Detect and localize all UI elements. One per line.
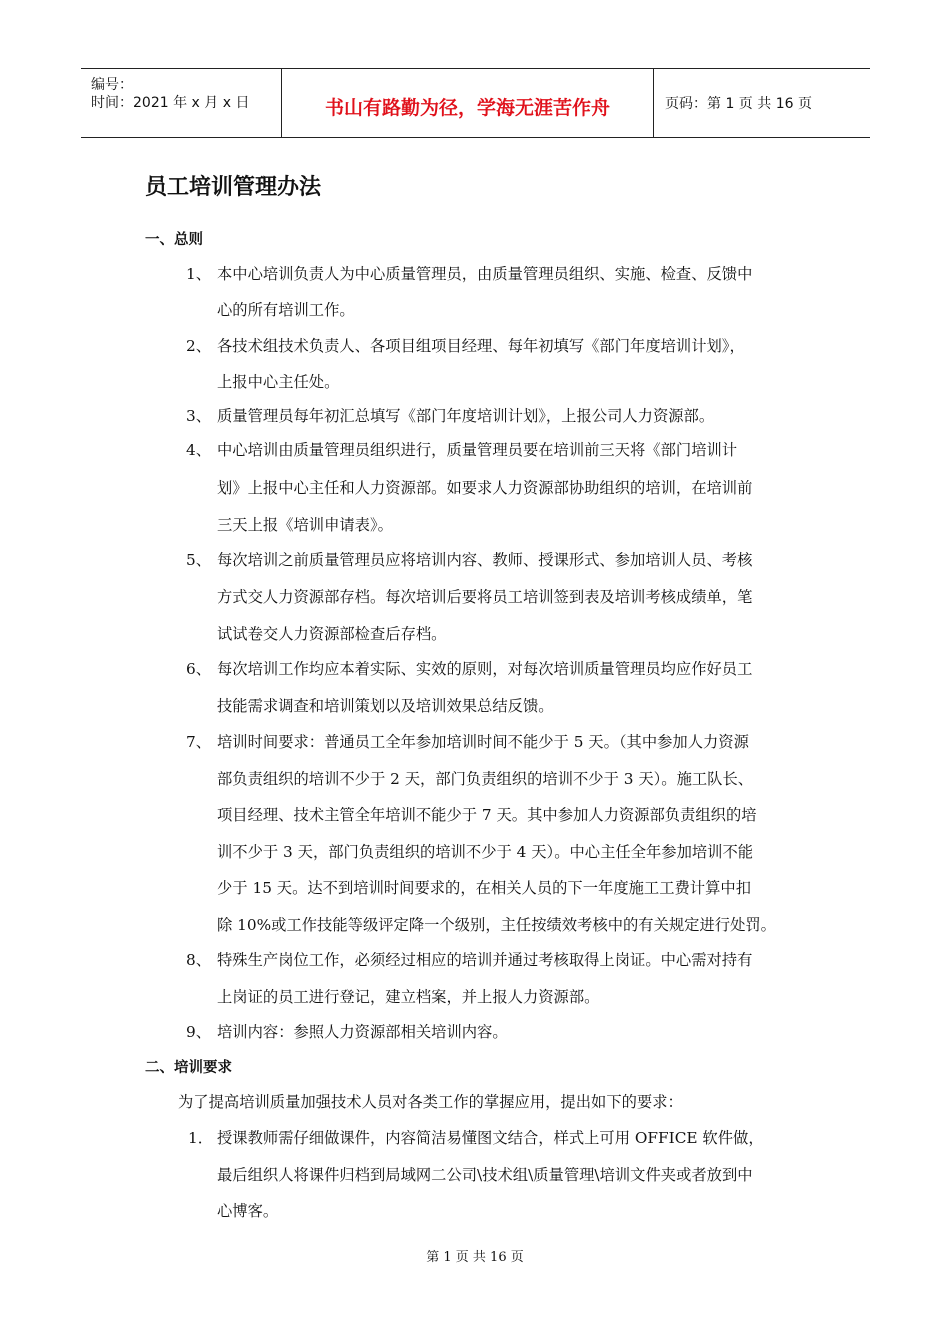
item-line: 技能需求调查和培训策划以及培训效果总结反馈。 [217,697,554,715]
item-number: 7、 [186,733,212,751]
item-line: 试试卷交人力资源部检查后存档。 [217,625,447,643]
motto-cell [282,69,654,137]
item-line: 中心培训由质量管理员组织进行，质量管理员要在培训前三天将《部门培训计 [217,441,738,459]
item-line: 上岗证的员工进行登记，建立档案，并上报人力资源部。 [217,988,600,1006]
item-number: 5、 [186,551,212,569]
item-line: 每次培训之前质量管理员应将培训内容、教师、授课形式、参加培训人员、考核 [217,551,753,569]
item-line: 上报中心主任处。 [217,373,340,391]
item-line: 部负责组织的培训不少于 2 天，部门负责组织的培训不少于 3 天）。施工队长、 [217,770,754,788]
section-heading-requirements: 二、培训要求 [145,1060,232,1076]
item-line: 培训时间要求：普通员工全年参加培训时间不能少于 5 天。（其中参加人力资源 [217,733,749,751]
page-footer: 第 1 页 共 16 页 [426,1250,524,1265]
item-line: 训不少于 3 天，部门负责组织的培训不少于 4 天）。中心主任全年参加培训不能 [217,843,754,861]
item-number: 3、 [186,407,212,425]
item-line: 每次培训工作均应本着实际、实效的原则，对每次培训质量管理员均应作好员工 [217,660,753,678]
item-line: 本中心培训负责人为中心质量管理员，由质量管理员组织、实施、检查、反馈中 [217,265,753,283]
item-line: 心的所有培训工作。 [217,301,355,319]
header-meta-cell [81,69,282,137]
item-line: 授课教师需仔细做课件，内容简洁易懂图文结合，样式上可用 OFFICE 软件做， [217,1129,764,1147]
item-number: 8、 [186,951,212,969]
document-header [81,68,870,138]
section-heading-general: 一、总则 [145,232,203,248]
item-line: 少于 15 天。达不到培训时间要求的，在相关人员的下一年度施工工费计算中扣 [217,879,751,897]
item-number: 9、 [186,1023,212,1041]
item-line: 各技术组技术负责人、各项目组项目经理、每年初填写《部门年度培训计划》， [217,337,745,355]
item-line: 除 10%或工作技能等级评定降一个级别，主任按绩效考核中的有关规定进行处罚。 [217,916,776,934]
document-title: 员工培训管理办法 [145,175,322,200]
item-line: 最后组织人将课件归档到局域网二公司\技术组\质量管理\培训文件夹或者放到中 [217,1166,753,1184]
item-line: 方式交人力资源部存档。每次培训后要将员工培训签到表及培训考核成绩单，笔 [217,588,753,606]
item-number: 1、 [186,265,212,283]
item-line: 质量管理员每年初汇总填写《部门年度培训计划》，上报公司人力资源部。 [217,407,715,425]
item-number: 2、 [186,337,212,355]
item-number: 1． [188,1129,214,1147]
motto-text: 书山有路勤为径，学海无涯苦作舟 [324,97,610,119]
item-line: 心博客。 [217,1202,279,1220]
serial-number-label: 编号： [91,77,133,93]
page-info: 页码：第 1 页 共 16 页 [665,96,812,112]
date-label: 时间：2021 年 x 月 x 日 [91,95,250,111]
item-line: 项目经理、技术主管全年培训不能少于 7 天。其中参加人力资源部负责组织的培 [217,806,757,824]
item-line: 三天上报《培训申请表》。 [217,516,393,534]
section-intro: 为了提高培训质量加强技术人员对各类工作的掌握应用，提出如下的要求： [178,1093,683,1111]
item-line: 培训内容：参照人力资源部相关培训内容。 [217,1023,508,1041]
item-number: 4、 [186,441,212,459]
item-number: 6、 [186,660,212,678]
item-line: 划》上报中心主任和人力资源部。如要求人力资源部协助组织的培训，在培训前 [217,479,753,497]
item-line: 特殊生产岗位工作，必须经过相应的培训并通过考核取得上岗证。中心需对持有 [217,951,753,969]
